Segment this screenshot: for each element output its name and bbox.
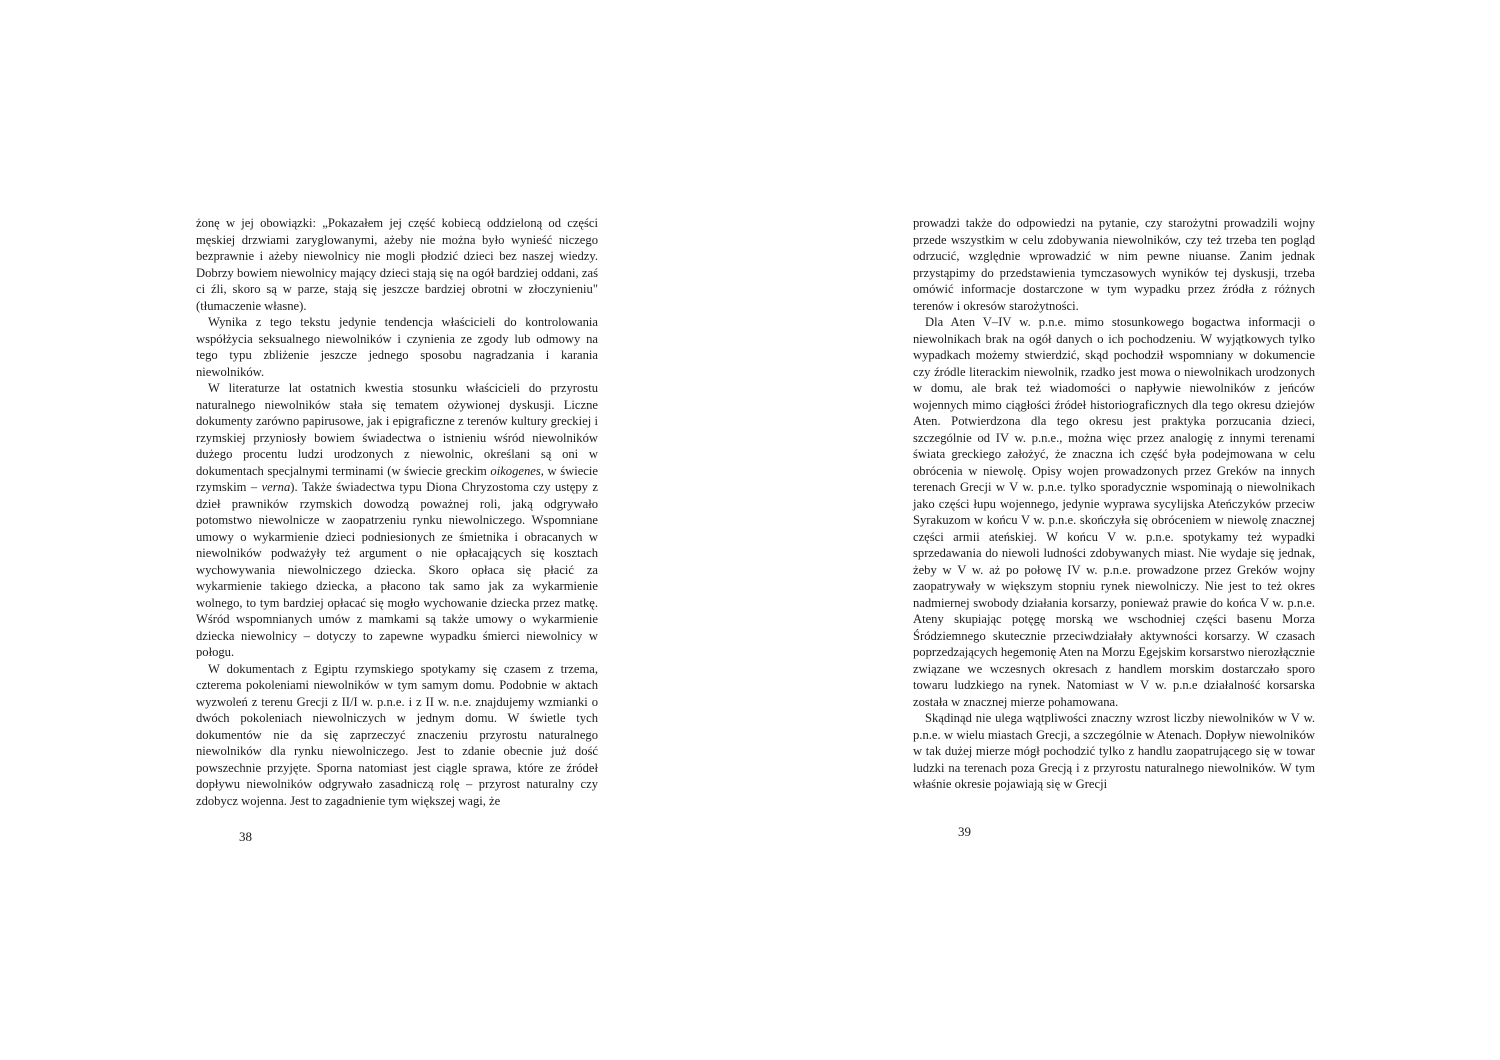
greek-term: oikogenes	[490, 463, 541, 478]
right-paragraph-3: Skądinąd nie ulega wątpliwości znaczny wzrost liczby niewolników w V w. p.n.e. w wielu miastach Grecji, a szczególnie w Atenach. Dopływ niewolników w tak dużej mierze mógł pochodzić tylko z handlu zaopatrującego się w towar ludzki na terenach poza Grecją i z przyrostu naturalnego niewolników. W tym właśnie okresie pojawiają się w Grecji	[913, 711, 1315, 791]
latin-term: verna	[261, 480, 291, 494]
left-paragraph-3	[196, 380, 598, 661]
left-paragraph-1: żonę w jej obowiązki: „Pokazałem jej część kobiecą oddzieloną od części męskiej drzwiami zaryglowanymi, ażeby nie można było wynieść niczego bezprawnie i ażeby niewolnicy nie mogli płodzić dzieci bez naszej wiedzy. Dobrzy bowiem niewolnicy mający dzieci stają się na ogół bardziej oddani, zaś ci źli, skoro są w parze, stają się jeszcze bardziej obrotni w złoczynieniu" (tłumaczenie własne).	[196, 216, 598, 313]
right-page-text	[913, 215, 1315, 793]
page-number-left: 38	[239, 829, 252, 844]
page-number-right: 39	[958, 824, 971, 839]
right-paragraph-2: Dla Aten V–IV w. p.n.e. mimo stosunkowego bogactwa informacji o niewolnikach brak na ogół danych o ich pochodzeniu. W wyjątkowych tylko wypadkach możemy stwierdzić, skąd pochodził wspomniany w dokumencie czy źródle literackim niewolnik, rzadko jest mowa o niewolnikach urodzonych w domu, ale brak też wiadomości o napływie niewolników z jeńców wojennych mimo ciągłości źródeł historiograficznych dla tego okresu dziejów Aten. Potwierdzona dla tego okresu jest praktyka porzucania dzieci, szczególnie od IV w. p.n.e., można więc przez analogię z innymi terenami świata greckiego założyć, że znaczna ich część była podejmowana w celu obrócenia w niewolę. Opisy wojen prowadzonych przez Greków na innych terenach Grecji w V w. p.n.e. tylko sporadycznie wspominają o niewolnikach jako części łupu wojennego, jedynie wyprawa sycylijska Ateńczyków przeciw Syrakuzom w końcu V w. p.n.e. skończyła się obróceniem w niewolę znacznej części armii ateńskiej. W końcu V w. p.n.e. spotykamy też wypadki sprzedawania do niewoli ludności zdobywanych miast. Nie wydaje się jednak, żeby w V w. aż po połowę IV w. p.n.e. prowadzone przez Greków wojny zaopatrywały w większym stopniu rynek niewolniczy. Nie jest to też okres nadmiernej swobody działania korsarzy, ponieważ prawie do końca V w. p.n.e. Ateny skupiając potęgę morską we wschodniej części basenu Morza Śródziemnego skutecznie przeciwdziałały aktywności korsarzy. W czasach poprzedzających hegemonię Aten na Morzu Egejskim korsarstwo nierozłącznie związane we wczesnych okresach z handlem morskim dostarczało sporo towaru ludzkiego na rynek. Natomiast w V w. p.n.e działalność korsarska została w znacznej mierze pohamowana.	[913, 315, 1315, 709]
left-paragraph-2: Wynika z tego tekstu jedynie tendencja właścicieli do kontrolowania współżycia seksualnego niewolników i czynienia ze zgody lub odmowy na tego typu zbliżenie jeszcze jednego sposobu nagradzania i karania niewolników.	[196, 315, 598, 379]
left-paragraph-3-part-c: ). Także świadectwa typu Diona Chryzostoma czy ustępy z dzieł prawników rzymskich dowodzą poważnej roli, jaką odgrywało potomstwo niewolnicze w zaopatrzeniu rynku niewolniczego. Wspomniane umowy o wykarmienie dzieci podniesionych ze śmietnika i obracanych w niewolników podważyły też argument o nie opłacających się kosztach wychowywania niewolniczego dziecka. Skoro opłaca się płacić za wykarmienie takiego dziecka, a płacono tak samo jak za wykarmienie wolnego, to tym bardziej opłacać się mogło wychowanie dziecka przez matkę. Wśród wspomnianych umów z mamkami są także umowy o wykarmienie dziecka niewolnicy – dotyczy to zapewne wypadku śmierci niewolnicy w połogu.	[196, 480, 598, 659]
left-paragraph-3-part-b: , w świecie rzymskim –	[196, 463, 598, 494]
left-paragraph-4: W dokumentach z Egiptu rzymskiego spotykamy się czasem z trzema, czterema pokoleniami niewolników w tym samym domu. Podobnie w aktach wyzwoleń z terenu Grecji z II/I w. p.n.e. i z II w. n.e. znajdujemy wzmianki o dwóch pokoleniach niewolniczych w jednym domu. W świetle tych dokumentów nie da się zaprzeczyć znaczeniu przyrostu naturalnego niewolników dla rynku niewolniczego. Jest to zdanie obecnie już dość powszechnie przyjęte. Sporna natomiast jest ciągle sprawa, które ze źródeł dopływu niewolników odgrywało zasadniczą rolę – przyrost naturalny czy zdobycz wojenna. Jest to zagadnienie tym większej wagi, że	[196, 661, 598, 808]
right-page	[750, 0, 1500, 1060]
left-page-text	[196, 215, 598, 809]
right-paragraph-1: prowadzi także do odpowiedzi na pytanie, czy starożytni prowadzili wojny przede wszystkim w celu zdobywania niewolników, czy też trzeba ten pogląd odrzucić, względnie wprowadzić w nim pewne niuanse. Zanim jednak przystąpimy do przedstawienia tymczasowych wyników tej dyskusji, trzeba omówić informacje dostarczone w tym wypadku przez źródła z różnych terenów i okresów starożytności.	[913, 216, 1315, 313]
left-paragraph-3-part-a: W literaturze lat ostatnich kwestia stosunku właścicieli do przyrostu naturalnego niewolników stała się tematem ożywionej dyskusji. Liczne dokumenty zarówno papirusowe, jak i epigraficzne z terenów kultury greckiej i rzymskiej przyniosły bowiem świadectwa o istnieniu wśród niewolników dużego procentu ludzi urodzonych z niewolnic, określani są oni w dokumentach specjalnymi terminami (w świecie greckim	[196, 381, 598, 478]
